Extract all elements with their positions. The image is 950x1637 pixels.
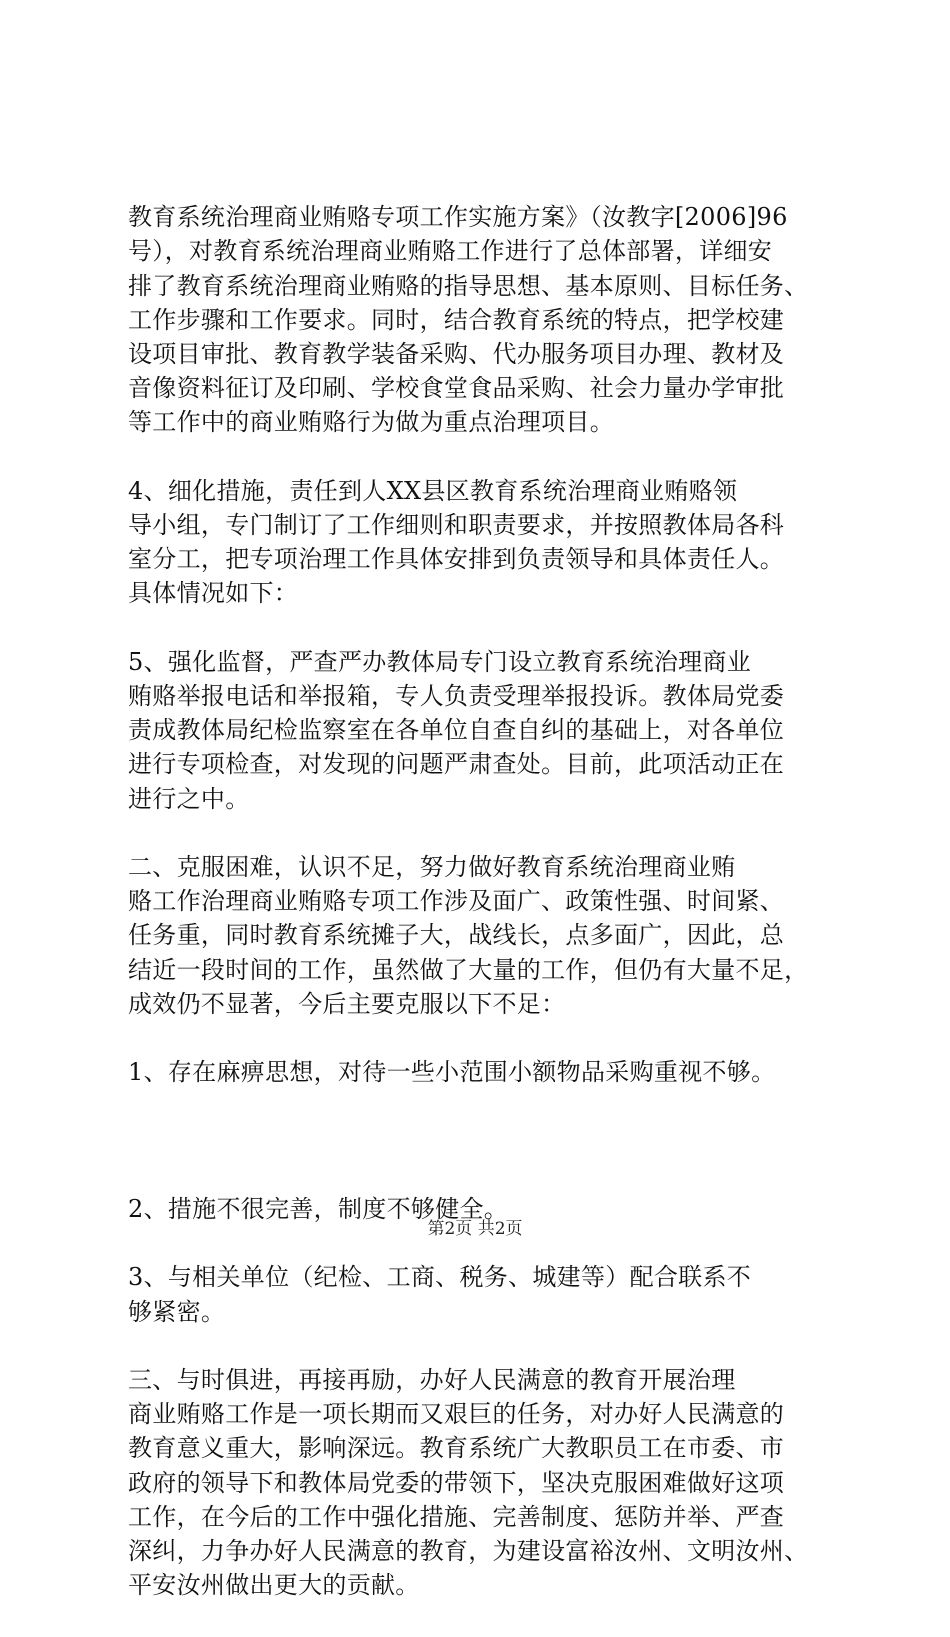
paragraph-item-5: 5、强化监督，严查严办教体局专门设立教育系统治理商业 贿赂举报电话和举报箱，专人负责受理举报投诉。教体局党委 责成教体局纪检监察室在各单位自查自纠的基础上，对各单位 进行专项检查，对发现的问题严肃查处。目前，此项活动正在 进行之中。 — [128, 647, 785, 813]
paragraph-intro: 教育系统治理商业贿赂专项工作实施方案》（汝教字[2006]96 号），对教育系统治理商业贿赂工作进行了总体部署，详细安 排了教育系统治理商业贿赂的指导思想、基本原则、目标任务、 工作步骤和工作要求。同时，结合教育系统的特点，把学校建 设项目审批、教育教学装备采购、代办服务项目办理、教材及 音像资料征订及印刷、学校食堂食品采购、社会力量办学审批 等工作中的商业贿赂行为做为重点治理项目。 — [128, 203, 809, 437]
page-number-footer: 第2页 共2页 — [427, 1219, 523, 1239]
paragraph-section-3: 三、与时俱进，再接再励，办好人民满意的教育开展治理 商业贿赂工作是一项长期而又艰巨的任务，对办好人民满意的 教育意义重大，影响深远。教育系统广大教职员工在市委、市 政府的领导下和教体局党委的带领下，坚决克服困难做好这项 工作，在今后的工作中强化措施、完善制度、惩防并举、严查 深纠，力争办好人民满意的教育，为建设富裕汝州、文明汝州、 平安汝州做出更大的贡献。 — [128, 1365, 809, 1600]
paragraph-section-2: 二、克服困难，认识不足，努力做好教育系统治理商业贿 赂工作治理商业贿赂专项工作涉及面广、政策性强、时间紧、 任务重，同时教育系统摊子大，战线长，点多面广，因此，总 结近一段时间的工作，虽然做了大量的工作，但仍有大量不足， 成效仍不显著，今后主要克服以下不足： — [128, 853, 809, 1018]
paragraph-shortfall-3: 3、与相关单位（纪检、工商、税务、城建等）配合联系不 够紧密。 — [128, 1263, 752, 1326]
blank-line — [128, 1124, 836, 1158]
document-body — [128, 166, 836, 1637]
paragraph-item-4: 4、细化措施，责任到人XX县区教育系统治理商业贿赂领 导小组，专门制订了工作细则和职责要求，并按照教体局各科 室分工，把专项治理工作具体安排到负责领导和具体责任人。 具体情况如下： — [128, 476, 785, 608]
paragraph-shortfall-2: 2、措施不很完善，制度不够健全。 — [128, 1194, 509, 1223]
paragraph-shortfall-1: 1、存在麻痹思想，对待一些小范围小额物品采购重视不够。 — [128, 1058, 776, 1087]
